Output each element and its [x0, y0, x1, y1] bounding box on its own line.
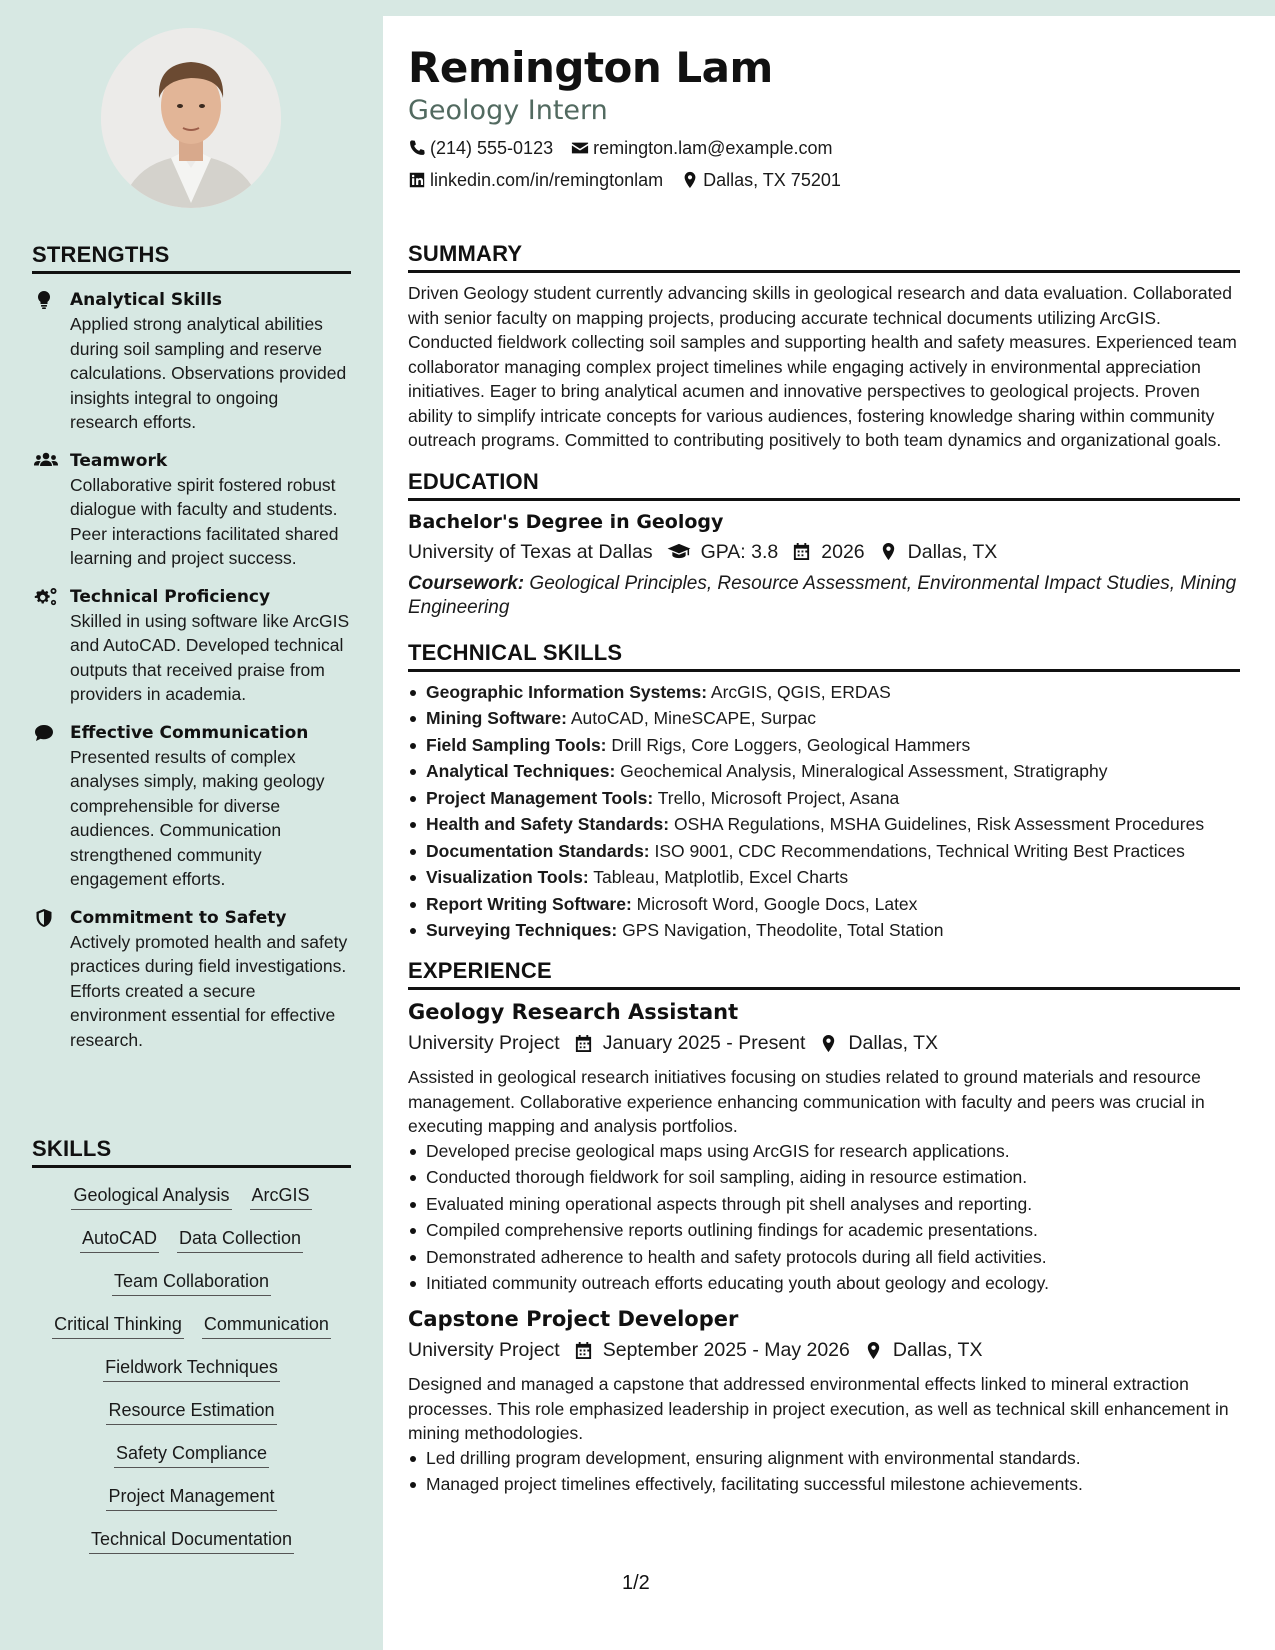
strength-title: Technical Proficiency: [70, 586, 271, 607]
skill-category: Mining Software:: [426, 708, 567, 728]
list-item: [408, 759, 1240, 783]
calendar-icon: [792, 542, 811, 561]
education-meta: [408, 538, 1240, 566]
map-pin-icon: [879, 542, 898, 561]
job-dates: [574, 1029, 806, 1057]
skill-tag: Resource Estimation: [106, 1397, 276, 1425]
strength-title: Commitment to Safety: [70, 907, 287, 928]
job-dates: [574, 1336, 850, 1364]
job-title: Geology Research Assistant: [408, 1000, 739, 1024]
list-item: [408, 680, 1240, 704]
location-text: Dallas, TX: [907, 540, 998, 563]
skill-tag: Geological Analysis: [71, 1182, 231, 1210]
skill-tag: Data Collection: [177, 1225, 303, 1253]
list-item: [408, 786, 1240, 810]
job-location: [819, 1029, 938, 1057]
contact-phone[interactable]: [408, 136, 553, 160]
strengths-title: STRENGTHS: [32, 242, 351, 274]
calendar-icon: [574, 1034, 593, 1053]
org-text: University Project: [408, 1032, 560, 1054]
year-text: 2026: [821, 540, 865, 563]
summary-title: SUMMARY: [408, 241, 1240, 273]
graduation-year: [792, 538, 864, 566]
list-item: Managed project timelines effectively, facilitating successful milestone achievements.: [408, 1472, 1240, 1496]
strength-item: [32, 288, 351, 435]
skill-values: Drill Rigs, Core Loggers, Geological Hammers: [606, 734, 971, 755]
sidebar: [0, 0, 383, 1650]
map-pin-icon: [681, 171, 699, 189]
job-description: Designed and managed a capstone that addressed environmental effects linked to mineral extraction processes. This role emphasized leadership in project execution, as well as technical skill enhancement in mining methodologies.: [408, 1374, 1229, 1443]
skill-tag: AutoCAD: [80, 1225, 159, 1253]
job-location: [864, 1336, 983, 1364]
linkedin-icon: [408, 171, 426, 189]
list-item: Demonstrated adherence to health and safety protocols during all field activities.: [408, 1245, 1240, 1269]
strength-item: [32, 585, 351, 707]
contact-linkedin[interactable]: [408, 168, 663, 192]
list-item: Developed precise geological maps using ArcGIS for research applications.: [408, 1139, 1240, 1163]
list-item: [408, 918, 1240, 942]
skill-values: Tableau, Matplotlib, Excel Charts: [588, 867, 849, 887]
list-item: [408, 892, 1240, 916]
location-text: Dallas, TX 75201: [703, 170, 841, 190]
strength-description: Actively promoted health and safety practices during field investigations. Efforts created a secure environment essential for effective research.: [70, 931, 348, 1050]
email-text: remington.lam@example.com: [593, 138, 833, 158]
phone-text: (214) 555-0123: [430, 138, 554, 158]
summary-text: Driven Geology student currently advancing skills in geological research and data evaluation. Collaborated with senior faculty on mapping projects, producing accurate technical documents utilizing ArcGIS. Conducted fieldwork collecting soil samples and supporting health and safety measures. Experienced team collaborator managing complex project timelines while engaging actively in environmental appreciation initiatives. Eager to bring analytical acumen and innovative perspectives to geological projects. Proven ability to simplify intricate concepts for various audiences, fostering knowledge sharing within community outreach programs. Committed to contributing positively to both team dynamics and organizational goals.: [408, 283, 1237, 450]
coursework: [408, 572, 1240, 620]
school-name: [408, 538, 653, 566]
skill-tag: Critical Thinking: [52, 1311, 184, 1339]
skill-values: Trello, Microsoft Project, Asana: [653, 787, 900, 808]
skill-tag: Communication: [202, 1311, 331, 1339]
graduation-cap-icon: [667, 542, 691, 561]
location-text: Dallas, TX: [848, 1032, 939, 1054]
strength-item: [32, 721, 351, 892]
skills-section: [32, 1136, 351, 1554]
list-item: [408, 812, 1240, 836]
technical-skills-section: [408, 640, 1240, 943]
skill-values: ISO 9001, CDC Recommendations, Technical Writing Best Practices: [649, 840, 1185, 861]
contact-location: [681, 168, 841, 192]
comment-icon: [32, 721, 70, 892]
school-text: University of Texas at Dallas: [408, 540, 653, 563]
strength-title: Effective Communication: [70, 722, 309, 743]
job-meta: [408, 1029, 1240, 1057]
phone-icon: [408, 139, 426, 157]
location-text: Dallas, TX: [892, 1339, 983, 1361]
skill-category: Documentation Standards:: [426, 840, 650, 861]
profile-photo: [101, 28, 281, 208]
contact-email[interactable]: [571, 136, 832, 160]
skill-values: Geochemical Analysis, Mineralogical Assessment, Stratigraphy: [615, 761, 1108, 781]
technical-skills-list: [408, 680, 1240, 943]
top-accent-strip: [383, 0, 1275, 16]
degree-title: Bachelor's Degree in Geology: [408, 510, 724, 533]
lightbulb-icon: [32, 288, 70, 435]
candidate-name: Remington Lam: [408, 43, 773, 92]
dates-text: September 2025 - May 2026: [602, 1339, 850, 1361]
job-entry: [408, 998, 1240, 1295]
map-pin-icon: [864, 1341, 883, 1360]
skills-list: [32, 1182, 351, 1554]
users-icon: [32, 449, 70, 571]
education-section: [408, 469, 1240, 620]
gpa: [667, 538, 779, 566]
linkedin-text: linkedin.com/in/remingtonlam: [430, 170, 664, 190]
job-entry: [408, 1305, 1240, 1496]
list-item: [408, 865, 1240, 889]
list-item: Led drilling program development, ensuring alignment with environmental standards.: [408, 1446, 1240, 1470]
job-org: [408, 1029, 560, 1057]
summary-section: [408, 241, 1240, 453]
skill-category: Health and Safety Standards:: [426, 814, 670, 834]
skill-category: Geographic Information Systems:: [426, 681, 708, 702]
strengths-section: [32, 242, 351, 1052]
job-meta: [408, 1336, 1240, 1364]
job-title: Capstone Project Developer: [408, 1307, 739, 1331]
skills-title: SKILLS: [32, 1136, 351, 1168]
skill-tag: ArcGIS: [250, 1182, 312, 1210]
skill-category: Analytical Techniques:: [426, 761, 616, 781]
experience-title: EXPERIENCE: [408, 958, 1240, 990]
technical-skills-title: TECHNICAL SKILLS: [408, 640, 1240, 672]
dates-text: January 2025 - Present: [602, 1032, 806, 1054]
list-item: Initiated community outreach efforts educating youth about geology and ecology.: [408, 1271, 1240, 1295]
job-description: Assisted in geological research initiatives focusing on studies related to ground materials and resource management. Collaborative experience enhancing communication with faculty and peers was crucial in executing mapping and analysis portfolios.: [408, 1067, 1205, 1136]
calendar-icon: [574, 1341, 593, 1360]
skill-category: Visualization Tools:: [426, 867, 589, 887]
skill-category: Field Sampling Tools:: [426, 734, 607, 755]
skill-values: ArcGIS, QGIS, ERDAS: [707, 681, 891, 702]
list-item: Compiled comprehensive reports outlining findings for academic presentations.: [408, 1218, 1240, 1242]
job-bullets: [408, 1139, 1240, 1296]
list-item: [408, 706, 1240, 730]
skill-tag: Fieldwork Techniques: [103, 1354, 280, 1382]
org-text: University Project: [408, 1339, 560, 1361]
job-bullets: [408, 1446, 1240, 1497]
strength-title: Teamwork: [70, 450, 168, 471]
education-location: [879, 538, 998, 566]
skill-category: Report Writing Software:: [426, 893, 632, 914]
contact-row: [408, 168, 1240, 192]
education-title: EDUCATION: [408, 469, 1240, 501]
page-number: 1/2: [622, 1572, 650, 1594]
skill-category: Project Management Tools:: [426, 787, 654, 808]
envelope-icon: [571, 139, 589, 157]
strength-item: [32, 449, 351, 571]
strength-item: [32, 906, 351, 1053]
skill-tag: Project Management: [106, 1483, 276, 1511]
list-item: Conducted thorough fieldwork for soil sampling, aiding in resource estimation.: [408, 1165, 1240, 1189]
list-item: [408, 733, 1240, 757]
skill-tag: Technical Documentation: [89, 1526, 294, 1554]
strength-description: Collaborative spirit fostered robust dialogue with faculty and students. Peer interactions facilitated shared learning and project success.: [70, 474, 339, 568]
list-item: [408, 839, 1240, 863]
main-content: [408, 16, 1240, 1499]
coursework-label: Coursework:: [408, 572, 525, 594]
strength-description: Applied strong analytical abilities during soil sampling and reserve calculations. Observations provided insights integral to ongoing research efforts.: [70, 314, 347, 432]
skill-values: AutoCAD, MineSCAPE, Surpac: [566, 708, 816, 728]
coursework-list: Geological Principles, Resource Assessment, Environmental Impact Studies, Mining Engineering: [408, 572, 1237, 618]
skill-tag: Team Collaboration: [112, 1268, 271, 1296]
map-pin-icon: [819, 1034, 838, 1053]
skill-values: OSHA Regulations, MSHA Guidelines, Risk Assessment Procedures: [669, 814, 1205, 834]
strength-description: Presented results of complex analyses simply, making geology comprehensible for diverse audiences. Communication strengthened community engagement efforts.: [70, 746, 325, 889]
shield-icon: [32, 906, 70, 1053]
skill-category: Surveying Techniques:: [426, 920, 618, 940]
skill-values: GPS Navigation, Theodolite, Total Station: [617, 920, 944, 940]
gears-icon: [32, 585, 70, 707]
strength-title: Analytical Skills: [70, 290, 223, 310]
skill-tag: Safety Compliance: [114, 1440, 269, 1468]
list-item: Evaluated mining operational aspects through pit shell analyses and reporting.: [408, 1192, 1240, 1216]
strength-description: Skilled in using software like ArcGIS and AutoCAD. Developed technical outputs that received praise from providers in academia.: [70, 610, 350, 704]
job-org: [408, 1336, 560, 1364]
gpa-text: GPA: 3.8: [700, 540, 779, 563]
skill-values: Microsoft Word, Google Docs, Latex: [631, 893, 918, 914]
candidate-role: Geology Intern: [408, 95, 608, 126]
experience-section: [408, 958, 1240, 1496]
contact-row: [408, 136, 1240, 160]
